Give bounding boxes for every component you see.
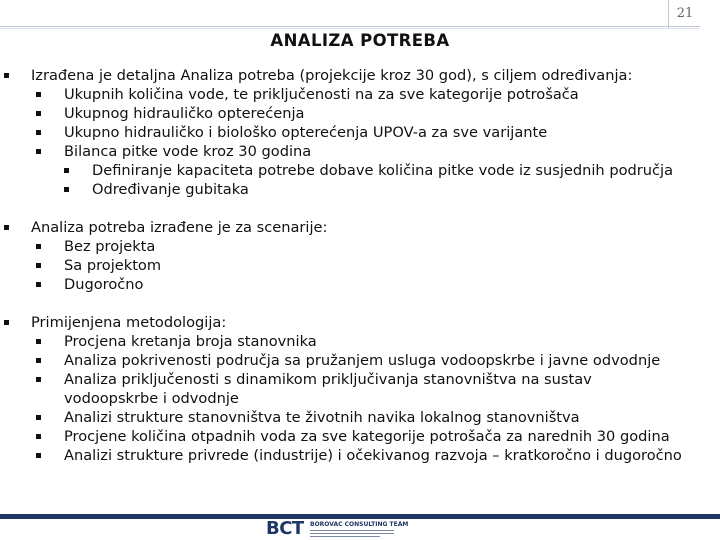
list-item [0,123,720,142]
list-item-text: Dugoročno [64,276,144,293]
list-item-text: Bilanca pitke vode kroz 30 godina [64,143,312,160]
list-item-text: Primijenjena metodologija: [31,314,227,331]
bullet-icon [64,168,69,173]
logo-tagline-line [310,536,380,537]
list-item [0,446,720,465]
list-item-text: Ukupno hidrauličko i biološko opterećenja UPOV-a za sve varijante [64,124,548,141]
bullet-icon [4,73,9,78]
list-item-text: Analiza pokrivenosti područja sa pružanjem usluga vodoopskrbe i javne odvodnje [64,352,661,369]
section-methodology [0,313,720,465]
slide-content [0,66,720,465]
page-title: ANALIZA POTREBA [270,31,450,50]
logo-company-name: BOROVAC CONSULTING TEAM [310,521,409,528]
list-item [0,313,720,332]
list-item [0,237,720,256]
list-item-text: Ukupnog hidrauličko opterećenja [64,105,305,122]
list-item [0,256,720,275]
bullet-icon [36,263,41,268]
list-item [0,427,720,446]
list-item-text: Određivanje gubitaka [92,181,249,198]
bullet-icon [36,130,41,135]
list-item-text: Izrađena je detaljna Analiza potreba (projekcije kroz 30 god), s ciljem određivanja: [31,67,633,84]
bullet-icon [36,434,41,439]
list-item-text: Procjena kretanja broja stanovnika [64,333,317,350]
section-scenarios [0,218,720,294]
bullet-icon [36,453,41,458]
list-item [0,142,720,161]
list-item-text: Definiranje kapaciteta potrebe dobave količina pitke vode iz susjednih područja [92,162,674,179]
header-rule-secondary [0,28,700,29]
list-item-text: Analizi strukture privrede (industrije) i očekivanog razvoja – kratkoročno i dugoročno [64,447,682,464]
bullet-icon [36,92,41,97]
list-item [0,275,720,294]
list-item [0,351,720,370]
list-item [0,66,720,85]
bullet-icon [36,339,41,344]
bullet-icon [4,225,9,230]
list-item-text: Analiza potreba izrađene je za scenarije: [31,219,328,236]
company-logo [266,519,412,540]
list-item-text: Bez projekta [64,238,156,255]
bullet-icon [36,244,41,249]
bullet-icon [36,377,41,382]
section-requirements [0,66,720,199]
header-rule [0,26,700,27]
bullet-icon [36,111,41,116]
list-item-continuation [0,389,720,408]
spacer [0,294,720,313]
logo-mark: BCT [266,518,304,539]
logo-tagline-line [310,533,394,534]
list-item-text: Procjene količina otpadnih voda za sve kategorije potrošača za narednih 30 godina [64,428,670,445]
list-item [0,161,720,180]
list-item [0,104,720,123]
page-number: 21 [676,6,694,21]
list-item-text: Analiza priključenosti s dinamikom priključivanja stanovništva na sustav [64,371,592,388]
bullet-icon [64,187,69,192]
list-item [0,408,720,427]
bullet-icon [36,358,41,363]
list-item [0,180,720,199]
bullet-icon [36,282,41,287]
list-item [0,218,720,237]
bullet-icon [36,415,41,420]
bullet-icon [4,320,9,325]
list-item-text: vodoopskrbe i odvodnje [64,390,239,407]
spacer [0,199,720,218]
list-item [0,370,720,389]
logo-tagline-line [310,530,394,531]
bullet-icon [36,149,41,154]
list-item [0,85,720,104]
list-item-text: Ukupnih količina vode, te priključenosti na za sve kategorije potrošača [64,86,579,103]
list-item-text: Sa projektom [64,257,162,274]
list-item-text: Analizi strukture stanovništva te životnih navika lokalnog stanovništva [64,409,580,426]
list-item [0,332,720,351]
